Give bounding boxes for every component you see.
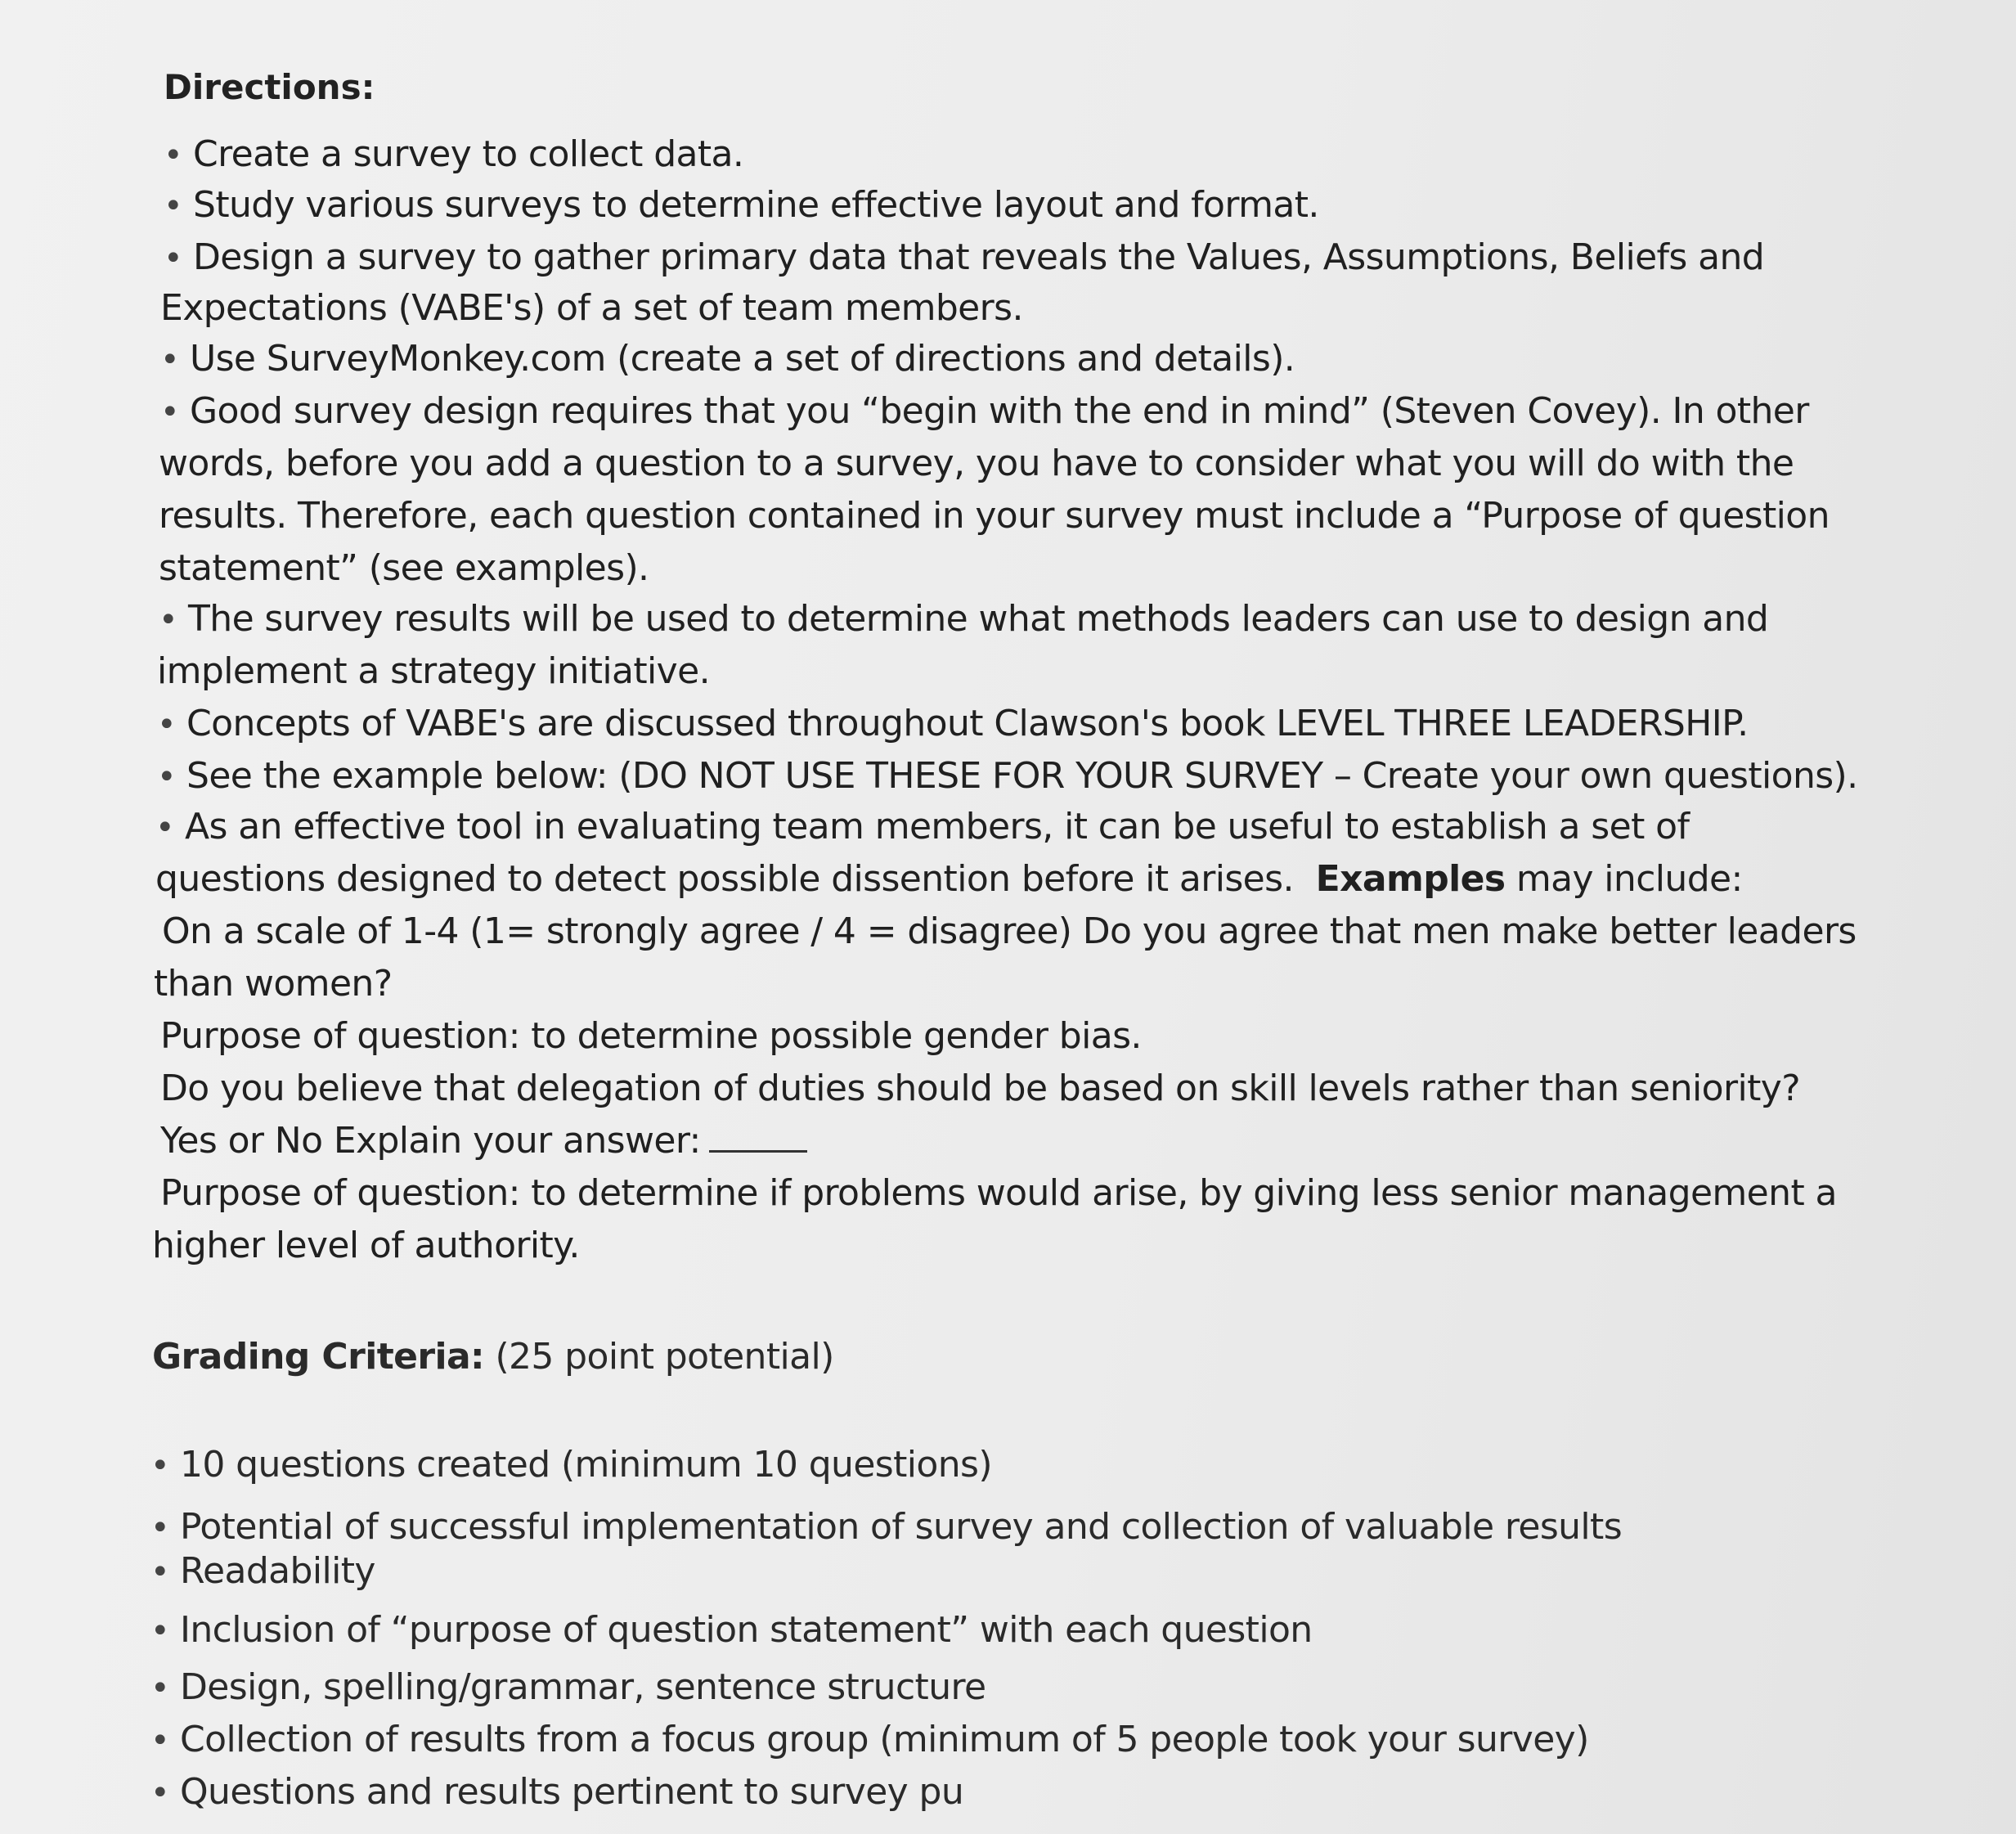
directions-heading: Directions: [164,67,375,107]
example-question-2-answer: Yes or No Explain your answer: [160,1119,807,1163]
bullet-icon: • [150,1612,169,1650]
direction-item-5-cont-1: words, before you add a question to a survey, you have to consider what you will do with the [159,443,1794,484]
direction-item-5: • Good survey design requires that you “begin with the end in mind” (Steven Covey). In other [160,389,1809,434]
direction-item-5-cont-2: results. Therefore, each question contained in your survey must include a “Purpose of question [159,495,1830,537]
bullet-icon: • [150,1670,169,1707]
direction-item-6-cont: implement a strategy initiative. [157,650,710,692]
bullet-icon: • [160,393,179,431]
bullet-icon: • [160,341,179,379]
grading-item-1: • 10 questions created (minimum 10 questions) [150,1443,992,1488]
example-purpose-2: Purpose of question: to determine if problems would arise, by giving less senior management a [160,1172,1837,1214]
grading-item-7: • Questions and results pertinent to survey pu [150,1770,963,1815]
example-purpose-1: Purpose of question: to determine possible gender bias. [160,1015,1142,1057]
bullet-icon: • [150,1553,169,1591]
bullet-icon: • [150,1447,169,1485]
direction-item-4: • Use SurveyMonkey.com (create a set of directions and details). [160,337,1295,382]
bullet-icon: • [164,240,182,277]
example-question-1: On a scale of 1-4 (1= strongly agree / 4 = disagree) Do you agree that men make better leaders [162,910,1857,952]
bullet-icon: • [164,137,182,174]
direction-item-1: • Create a survey to collect data. [164,133,743,178]
direction-item-9: • As an effective tool in evaluating team members, it can be useful to establish a set of [155,805,1689,850]
direction-item-8: • See the example below: (DO NOT USE THESE FOR YOUR SURVEY – Create your own questions). [157,754,1858,799]
grading-item-4: • Inclusion of “purpose of question statement” with each question [150,1608,1313,1653]
grading-item-5: • Design, spelling/grammar, sentence structure [150,1665,986,1710]
grading-item-3: • Readability [150,1549,375,1594]
direction-item-3: • Design a survey to gather primary data that reveals the Values, Assumptions, Beliefs and [164,236,1764,281]
bullet-icon: • [164,187,182,225]
direction-item-7: • Concepts of VABE's are discussed throughout Clawson's book LEVEL THREE LEADERSHIP. [157,702,1749,747]
bullet-icon: • [150,1774,169,1812]
bullet-icon: • [150,1509,169,1547]
grading-item-2: • Potential of successful implementation of survey and collection of valuable results [150,1505,1622,1550]
bullet-icon: • [157,758,176,796]
direction-item-5-cont-3: statement” (see examples). [159,547,649,589]
direction-item-6: • The survey results will be used to determine what methods leaders can use to design and [159,597,1768,642]
direction-item-9-cont: questions designed to detect possible dissention before it arises. Examples may include: [155,858,1743,900]
bullet-icon: • [157,706,176,744]
grading-heading: Grading Criteria: (25 point potential) [152,1336,834,1378]
bullet-icon: • [155,809,174,847]
example-question-2: Do you believe that delegation of duties should be based on skill levels rather than seniority? [160,1068,1800,1109]
direction-item-2: • Study various surveys to determine effective layout and format. [164,183,1319,228]
example-purpose-2-cont: higher level of authority. [152,1225,580,1266]
direction-item-3-cont: Expectations (VABE's) of a set of team members. [160,287,1023,329]
bullet-icon: • [159,601,177,639]
bullet-icon: • [150,1722,169,1760]
example-question-1-cont: than women? [154,963,393,1005]
examples-bold: Examples [1315,858,1506,900]
answer-blank [709,1126,807,1153]
grading-item-6: • Collection of results from a focus group (minimum of 5 people took your survey) [150,1718,1589,1763]
